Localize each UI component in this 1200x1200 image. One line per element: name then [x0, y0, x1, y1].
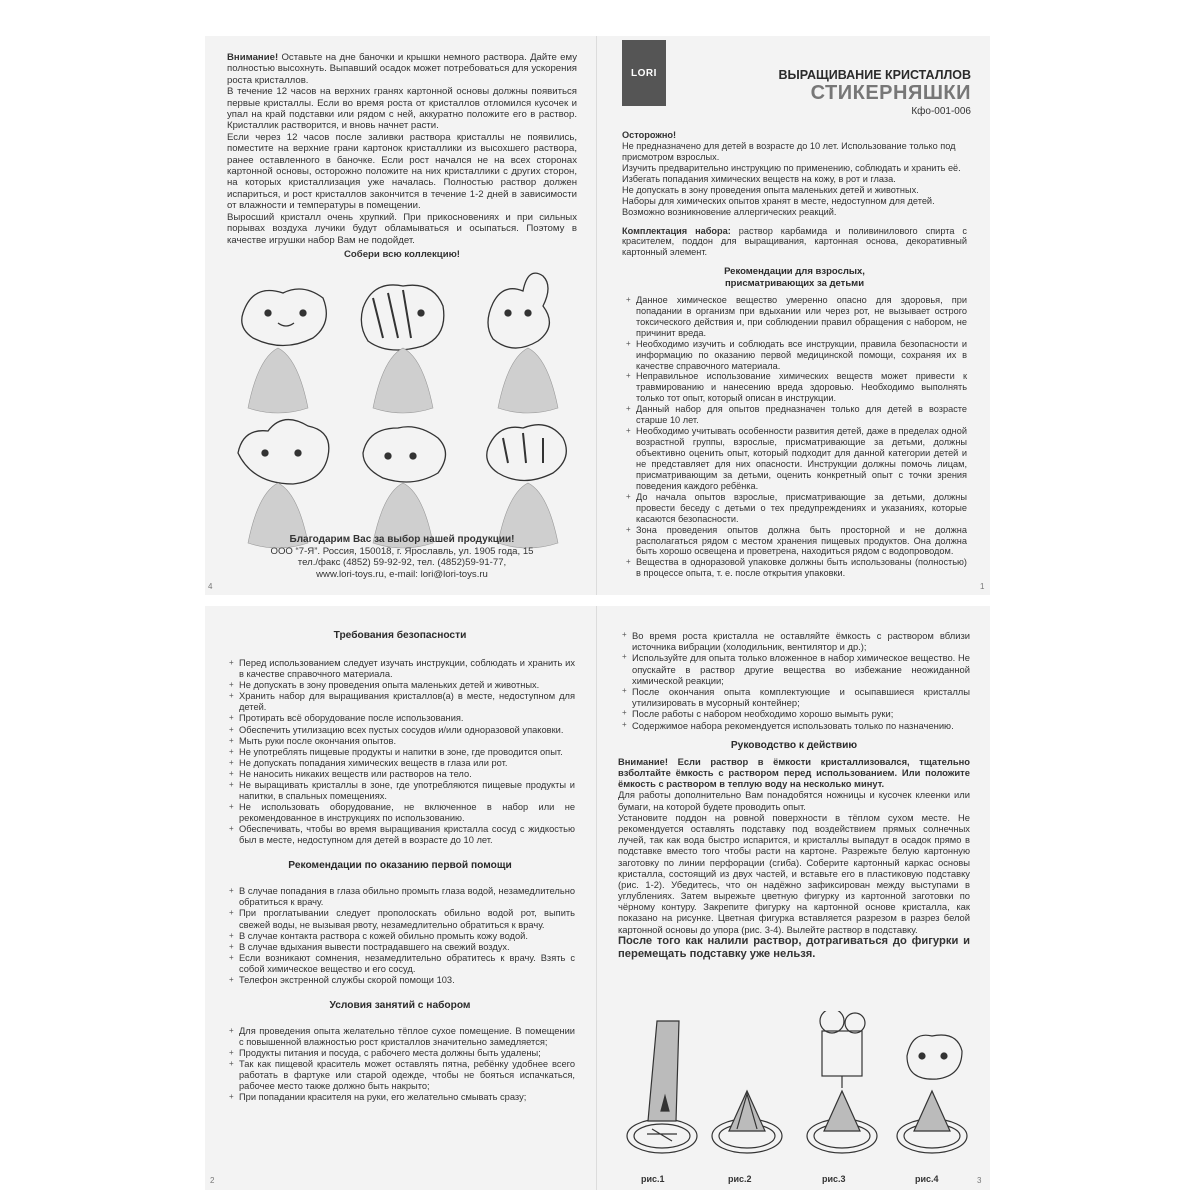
rec-item: + До начала опытов взрослые, присматривающие за детьми, должны провести беседу с детьми о тех предупреждениях и указаниях, которые касаются безопасности.: [622, 492, 967, 525]
caution-4: Не допускать в зону проведения опыта маленьких детей и животных.: [622, 184, 919, 195]
aid-item: + Если возникают сомнения, незамедлительно обратитесь к врачу. Взять с собой химическое вещество и его сосуд.: [225, 953, 575, 975]
safety-item: + Обеспечивать, чтобы во время выращивания кристалла сосуд с жидкостью был в месте, недоступном для детей в возрасте до 10 лет.: [225, 824, 575, 846]
caution-heading: Осторожно!: [622, 130, 677, 140]
aid-item: + В случае контакта раствора с кожей обильно промыть кожу водой.: [225, 931, 575, 942]
figure-4-drawing: [897, 1035, 967, 1153]
p4-para4: Выросший кристалл очень хрупкий. При прикосновениях и при сильных порывах воздуха лучики будут обламываться и осыпаться. Поэтому в качестве игрушки набор Вам не подойдет.: [227, 211, 577, 246]
guide-heading: Руководство к действию: [730, 739, 858, 751]
safety-item: + Не допускать в зону проведения опыта маленьких детей и животных.: [225, 680, 575, 691]
rec-item: + Данное химическое вещество умеренно опасно для здоровья, при попадании в организм при вдыхании или через рот, не вызывает острого токсического действия и, при соблюдении правил обращения с набором, не причинит вреда.: [622, 295, 967, 339]
caution-1: Не предназначено для детей в возрасте до 10 лет. Использование только под присмотром взрослых.: [622, 140, 956, 162]
crystal-figure-5: [363, 427, 446, 482]
rec-item: + Данный набор для опытов предназначен только для детей в возрасте старше 10 лет.: [622, 404, 967, 426]
cond-item: + Для проведения опыта желательно тёплое сухое помещение. В помещении с повышенной влажностью рост кристаллов значительно замедляется;: [225, 1026, 575, 1048]
safety-heading: Требования безопасности: [333, 630, 467, 641]
first-aid-list: [225, 886, 575, 986]
page-number-2: 2: [210, 1176, 215, 1185]
caution-6: Возможно возникновение аллергических реакций.: [622, 206, 837, 217]
caution-5: Наборы для химических опытов хранят в месте, недоступном для детей.: [622, 195, 935, 206]
figure-2-drawing: [712, 1091, 782, 1153]
p4-footer: [227, 534, 577, 580]
guide-para-2: Установите поддон на ровной поверхности в тёплом сухом месте. Не рекомендуется оставлять подставку под воздействием прямых солнечных лучей, так как вода быстро испарится, и кристаллы выпадут в осадок прямо в подставке вместо того чтобы расти на картоне. Разрежьте белую картонную заготовку по линии перфорации (сгиба). Соберите картонный каркас основы кристалла, состоящий из двух частей, и вставьте его в пластиковую подставку (рис. 1-2). Убедитесь, что он надёжно зафиксирован между выступами в углублениях. Затем вырежьте цветную фигурку из картонной заготовки по чёрному контуру. Закрепите фигурку на картонной основе кристалла, как показано на рисунке. Цветная фигурка вставляется разрезом в разрез белой картонной основы до упора (рис. 3-4). Вылейте раствор в подставку.: [618, 811, 970, 935]
page-2: [205, 606, 597, 1190]
rec-item: + Вещества в одноразовой упаковке должны быть использованы (полностью) в процессе опыта, т. е. после открытия упаковки.: [622, 557, 967, 579]
safety-item: + Не допускать попадания химических веществ в глаза или рот.: [225, 758, 575, 769]
address-line-3: www.lori-toys.ru, e-mail: lori@lori-toys.ru: [316, 568, 488, 580]
aid-item: + В случае вдыхания вывести пострадавшего на свежий воздух.: [225, 942, 575, 953]
conditions-heading: Условия занятий с набором: [329, 999, 471, 1011]
rec-item: + Зона проведения опытов должна быть просторной и не должна располагаться рядом с местом хранения пищевых продуктов. Она должна быть хорошо освещена и проветрена, находиться рядом с водопроводом.: [622, 525, 967, 558]
safety-item: + Не использовать оборудование, не включенное в набор или не рекомендованное в инструкциях по использованию.: [225, 802, 575, 824]
product-title: ВЫРАЩИВАНИЕ КРИСТАЛЛОВ: [778, 68, 971, 82]
cond-item: + После окончания опыта комплектующие и осыпавшиеся кристаллы утилизировать в мусорный контейнер;: [618, 686, 970, 708]
crystal-figure-4: [238, 420, 329, 484]
rec-item: + Необходимо изучить и соблюдать все инструкции, правила безопасности и информацию по оказанию первой медицинской помощи, сохраняя их в качестве справочного материала.: [622, 339, 967, 372]
page-4: [205, 36, 597, 595]
kit-contents: [622, 226, 967, 259]
p4-intro-text: Оставьте на дне баночки и крышки немного раствора. Дайте ему полностью высохнуть. Выпавший осадок может потребоваться для ускорения роста кристаллов.: [227, 52, 577, 86]
logo-text: LORI: [631, 67, 657, 79]
assembly-figures: [617, 1011, 977, 1166]
aid-item: + При проглатывании следует прополоскать обильно водой рот, выпить свежей воды, не вызывая рвоту, незамедлительно обратиться к врачу.: [225, 908, 575, 930]
page-number-3: 3: [977, 1176, 982, 1185]
cond-item: + После работы с набором необходимо хорошо вымыть руки;: [618, 708, 970, 719]
guide-para-1: Для работы дополнительно Вам понадобятся ножницы и кусочек клеенки или бумаги, на которой будете проводить опыт.: [618, 789, 970, 812]
attention-label: Внимание!: [227, 52, 279, 63]
cond-item: + Так как пищевой краситель может оставлять пятна, ребёнку удобнее всего работать в фартуке или старой одежде, чтобы не бояться испачкаться, рабочее место также должно быть накрыто;: [225, 1059, 575, 1092]
product-subtitle: СТИКЕРНЯШКИ: [810, 81, 971, 104]
crystal-figure-2: [361, 285, 444, 350]
collect-heading: Собери всю коллекцию!: [343, 248, 460, 260]
crystal-figure-6: [487, 425, 567, 481]
safety-item: + Протирать всё оборудование после использования.: [225, 713, 575, 724]
thanks-text: Благодарим Вас за выбор нашей продукции!: [289, 534, 515, 545]
safety-item: + Не наносить никаких веществ или растворов на тело.: [225, 769, 575, 780]
cond-item: + Во время роста кристалла не оставляйте ёмкость с раствором вблизи источника вибрации (холодильник, вентилятор и др.);: [618, 630, 970, 652]
safety-list: [225, 658, 575, 846]
aid-item: + Телефон экстренной службы скорой помощи 103.: [225, 975, 575, 986]
safety-item: + Мыть руки после окончания опытов.: [225, 736, 575, 747]
warning-text: Внимание! Если раствор в ёмкости кристаллизовался, тщательно взболтайте ёмкость с раствором перед использованием. Или положите ёмкость с раствором в теплую воду на несколько минут.: [618, 755, 970, 790]
kit-label: Комплектация набора:: [622, 225, 731, 236]
rec-item: + Необходимо учитывать особенности развития детей, даже в пределах одной возрастной группы, взрослые, присматривающие за детьми, должны объективно оценить опыт, который подходит для данной категории детей и не представляет для них опасности. Инструкции должны помочь лицам, присматривающим за детьми, оценить конкретный опыт с точки зрения поведения каждого ребёнка.: [622, 426, 967, 492]
figure-caption-2: рис.2: [728, 1174, 752, 1184]
cond-item: + Продукты питания и посуда, с рабочего места должны быть удалены;: [225, 1048, 575, 1059]
conditions-continued-list: [618, 630, 970, 731]
crystal-figure-3: [488, 273, 549, 348]
product-header: [676, 68, 971, 118]
top-spread-fold: [596, 36, 597, 595]
caution-2: Изучить предварительно инструкцию по применению, соблюдать и хранить её.: [622, 162, 961, 173]
rec-heading-2: присматривающих за детьми: [724, 277, 865, 289]
page-3: [597, 606, 990, 1190]
kit-text: раствор карбамида и поливинилового спирта с красителем, поддон для выращивания, картонная основа, декоративный картонный элемент.: [622, 225, 967, 258]
p4-text-block: [227, 52, 577, 260]
page-number-1: 1: [980, 582, 985, 591]
product-code: Кфо-001-006: [911, 105, 971, 117]
p1-text-block: [622, 130, 967, 579]
final-warning: После того как налили раствор, дотрагиваться до фигурки и перемещать подставку уже нельзя.: [618, 934, 970, 961]
safety-item: + Хранить набор для выращивания кристаллов(а) в месте, недоступном для детей.: [225, 691, 575, 713]
rec-heading-1: Рекомендации для взрослых,: [724, 266, 865, 278]
safety-item: + Обеспечить утилизацию всех пустых сосудов и/или одноразовой упаковки.: [225, 725, 575, 736]
cond-item: + При попадании красителя на руки, его желательно смывать сразу;: [225, 1092, 575, 1103]
figure-3-drawing: [807, 1011, 877, 1153]
address-line-2: тел./факс (4852) 59-92-92, тел. (4852)59-91-77,: [297, 557, 507, 569]
address-line-1: ООО “7-Я”. Россия, 150018, г. Ярославль, ул. 1905 года, 15: [270, 545, 534, 557]
p4-intro: [227, 52, 577, 86]
cond-item: + Содержимое набора рекомендуется использовать только по назначению.: [618, 720, 970, 731]
figure-1-drawing: [627, 1021, 697, 1153]
p3-text-block: [618, 630, 970, 962]
p4-para2: В течение 12 часов на верхних гранях картонной основы должны появиться первые кристаллы. Если во время роста от кристаллов отломился кусочек и упал на край подставки или рядом с ней, аккуратно положите его в раствор. Кристаллик растворится, и вновь начнет расти.: [227, 86, 577, 132]
p4-para3: Если через 12 часов после заливки раствора кристаллы не появились, поместите на верхние грани картонок кристаллики из высохшего раствора, ранее оставленного в баночке. Если рост начался не на всех сторонах картонной основы, осторожно положите на них кристаллики с других сторон, на которых кристаллизация уже началась. Полностью раствор должен испариться, и рост кристаллов закончится в течение 1-2 дней в зависимости от влажности и температуры в помещении.: [227, 131, 577, 212]
lori-logo: [622, 40, 666, 106]
safety-item: + Не выращивать кристаллы в зоне, где употребляются пищевые продукты и напитки, в спальных помещениях.: [225, 780, 575, 802]
first-aid-heading: Рекомендации по оказанию первой помощи: [288, 860, 512, 872]
rec-item: + Неправильное использование химических веществ может привести к травмированию и нанесению вреда здоровью. Необходимо выполнять только тот опыт, который описан в инструкции.: [622, 371, 967, 404]
conditions-list: [225, 1026, 575, 1103]
safety-item: + Перед использованием следует изучать инструкции, соблюдать и хранить их в качестве справочного материала.: [225, 658, 575, 680]
safety-item: + Не употреблять пищевые продукты и напитки в зоне, где проводится опыт.: [225, 747, 575, 758]
figure-caption-3: рис.3: [822, 1174, 846, 1184]
adult-recommendations-list: [622, 295, 967, 579]
caution-3: Избегать попадания химических веществ на кожу, в рот и глаза.: [622, 173, 896, 184]
crystal-figure-1: [242, 289, 327, 346]
crystal-collection-illustration: [223, 268, 579, 553]
cond-item: + Используйте для опыта только вложенное в набор химическое вещество. Не опускайте в раствор другие вещества во избежание неожиданной химической реакции;: [618, 652, 970, 686]
bottom-spread-fold: [596, 606, 597, 1190]
figure-caption-1: рис.1: [641, 1174, 665, 1184]
aid-item: + В случае попадания в глаза обильно промыть глаза водой, незамедлительно обратиться к врачу.: [225, 886, 575, 908]
p2-text-block: [225, 630, 575, 1103]
page-number-4: 4: [208, 582, 213, 591]
figure-caption-4: рис.4: [915, 1174, 939, 1184]
